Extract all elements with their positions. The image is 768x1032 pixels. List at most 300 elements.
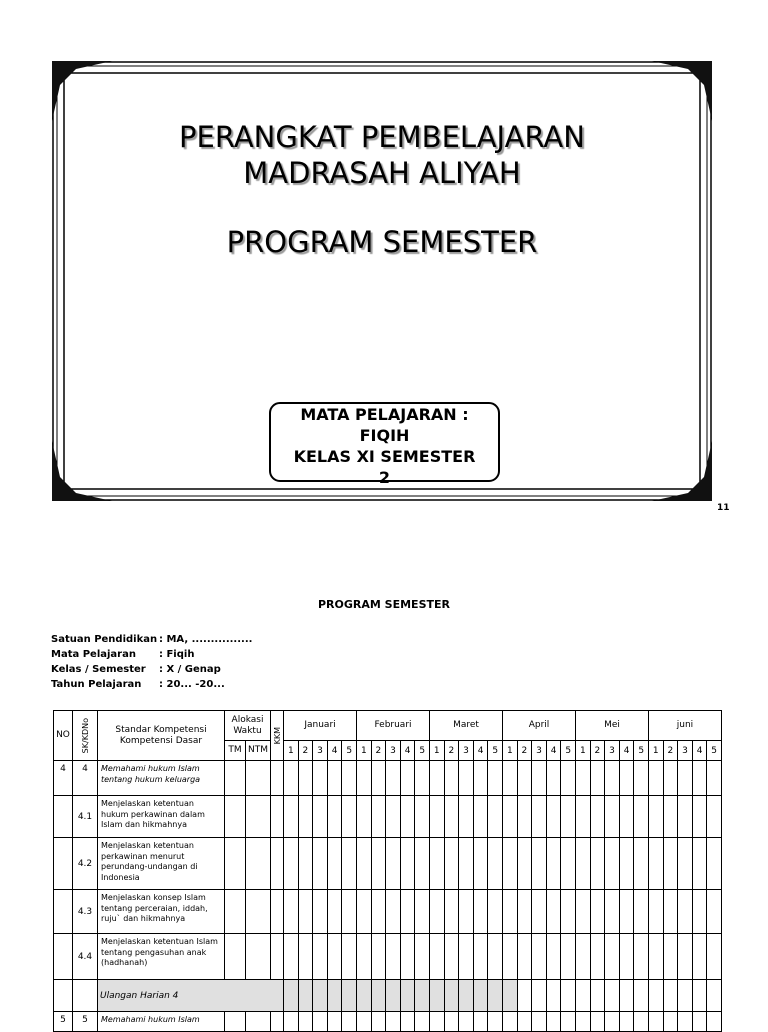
week-cell <box>430 980 445 1012</box>
week-cell <box>473 934 488 980</box>
week-cell <box>619 980 634 1012</box>
week-header: 3 <box>313 741 328 761</box>
week-cell <box>342 890 357 934</box>
week-cell <box>605 838 620 890</box>
week-cell <box>284 761 299 796</box>
week-cell <box>400 796 415 838</box>
week-cell <box>415 838 430 890</box>
week-cell <box>473 838 488 890</box>
week-cell <box>488 796 503 838</box>
row-no <box>54 838 73 890</box>
week-cell <box>430 934 445 980</box>
week-cell <box>663 1012 678 1032</box>
week-cell <box>663 761 678 796</box>
row-ulangan-label: Ulangan Harian 4 <box>98 980 284 1012</box>
row-no: 4 <box>54 761 73 796</box>
header-kkm-text: KKM <box>272 726 282 745</box>
week-cell <box>576 838 591 890</box>
week-cell <box>415 890 430 934</box>
week-cell <box>444 980 459 1012</box>
table-row <box>54 980 722 1012</box>
week-cell <box>649 934 664 980</box>
week-cell <box>678 890 693 934</box>
week-cell <box>634 980 649 1012</box>
week-cell <box>561 890 576 934</box>
week-cell <box>371 1012 386 1032</box>
week-header: 1 <box>649 741 664 761</box>
week-cell <box>459 1012 474 1032</box>
header-sk-kd-no-text: SK/KDNo <box>80 717 90 754</box>
week-cell <box>707 838 722 890</box>
week-cell <box>298 796 313 838</box>
week-cell <box>619 934 634 980</box>
week-cell <box>313 838 328 890</box>
week-header: 2 <box>444 741 459 761</box>
week-cell <box>371 761 386 796</box>
week-cell <box>678 761 693 796</box>
week-cell <box>619 838 634 890</box>
week-cell <box>503 796 518 838</box>
week-cell <box>327 838 342 890</box>
subject-line3: KELAS XI SEMESTER <box>293 447 476 466</box>
week-cell <box>386 980 401 1012</box>
week-cell <box>313 1012 328 1032</box>
week-cell <box>619 890 634 934</box>
meta-value: : X / Genap <box>159 664 221 675</box>
week-cell <box>459 934 474 980</box>
meta-label: Kelas / Semester <box>51 664 146 675</box>
week-cell <box>503 934 518 980</box>
week-cell <box>663 796 678 838</box>
week-cell <box>313 934 328 980</box>
week-cell <box>488 838 503 890</box>
week-cell <box>459 838 474 890</box>
week-cell <box>678 838 693 890</box>
week-cell <box>284 1012 299 1032</box>
header-alokasi: Alokasi Waktu <box>225 711 271 741</box>
week-header: 5 <box>707 741 722 761</box>
week-cell <box>546 934 561 980</box>
week-cell <box>590 980 605 1012</box>
week-cell <box>707 796 722 838</box>
week-cell <box>371 838 386 890</box>
meta-row <box>51 677 252 692</box>
tm-cell <box>225 1012 246 1032</box>
week-header: 3 <box>386 741 401 761</box>
week-cell <box>649 761 664 796</box>
week-cell <box>459 761 474 796</box>
week-cell <box>473 890 488 934</box>
week-cell <box>430 796 445 838</box>
row-kd-no: 4.3 <box>73 890 98 934</box>
table-row <box>54 838 722 890</box>
week-cell <box>532 796 547 838</box>
week-cell <box>517 796 532 838</box>
table-row <box>54 796 722 838</box>
week-cell <box>342 1012 357 1032</box>
week-header: 3 <box>532 741 547 761</box>
week-cell <box>692 934 707 980</box>
month-header: juni <box>649 711 722 741</box>
week-cell <box>473 1012 488 1032</box>
week-cell <box>371 890 386 934</box>
month-header: Mei <box>576 711 649 741</box>
week-cell <box>357 1012 372 1032</box>
week-cell <box>678 1012 693 1032</box>
week-cell <box>327 761 342 796</box>
week-cell <box>576 890 591 934</box>
row-competency-text: Menjelaskan konsep Islam tentang perceraian, iddah, ruju` dan hikmahnya <box>98 890 225 934</box>
week-cell <box>371 980 386 1012</box>
week-cell <box>649 838 664 890</box>
month-header: April <box>503 711 576 741</box>
week-cell <box>488 1012 503 1032</box>
month-header: Januari <box>284 711 357 741</box>
week-cell <box>546 1012 561 1032</box>
month-header: Februari <box>357 711 430 741</box>
week-header: 3 <box>678 741 693 761</box>
week-cell <box>634 934 649 980</box>
week-cell <box>488 934 503 980</box>
week-cell <box>546 890 561 934</box>
week-header: 1 <box>284 741 299 761</box>
row-kd-no: 4 <box>73 761 98 796</box>
week-header: 2 <box>298 741 313 761</box>
week-header: 5 <box>342 741 357 761</box>
week-cell <box>473 796 488 838</box>
header-kkm <box>271 711 284 761</box>
row-no <box>54 796 73 838</box>
week-cell <box>400 761 415 796</box>
week-cell <box>663 838 678 890</box>
week-cell <box>473 980 488 1012</box>
week-cell <box>546 980 561 1012</box>
week-cell <box>386 934 401 980</box>
week-cell <box>415 761 430 796</box>
week-cell <box>576 796 591 838</box>
header-tm: TM <box>225 741 246 761</box>
row-no: 5 <box>54 1012 73 1032</box>
week-cell <box>415 934 430 980</box>
week-cell <box>357 980 372 1012</box>
week-cell <box>386 796 401 838</box>
week-cell <box>576 934 591 980</box>
tm-cell <box>225 890 246 934</box>
week-header: 5 <box>488 741 503 761</box>
week-cell <box>444 761 459 796</box>
header-no: NO <box>54 711 73 761</box>
week-cell <box>444 890 459 934</box>
week-cell <box>561 796 576 838</box>
row-kd-no: 4.1 <box>73 796 98 838</box>
week-cell <box>546 838 561 890</box>
week-cell <box>444 1012 459 1032</box>
ntm-cell <box>246 838 271 890</box>
week-cell <box>634 838 649 890</box>
week-cell <box>298 838 313 890</box>
week-cell <box>430 1012 445 1032</box>
week-cell <box>313 761 328 796</box>
week-cell <box>619 761 634 796</box>
week-cell <box>400 890 415 934</box>
week-cell <box>342 934 357 980</box>
week-cell <box>444 796 459 838</box>
row-competency-text: Menjelaskan ketentuan hukum perkawinan dalam Islam dan hikmahnya <box>98 796 225 838</box>
week-header: 2 <box>517 741 532 761</box>
week-header: 5 <box>415 741 430 761</box>
week-header: 3 <box>459 741 474 761</box>
week-cell <box>517 761 532 796</box>
week-cell <box>590 838 605 890</box>
week-header: 4 <box>400 741 415 761</box>
header-sk-kd-no <box>73 711 98 761</box>
week-cell <box>605 796 620 838</box>
week-cell <box>707 934 722 980</box>
week-cell <box>561 838 576 890</box>
week-cell <box>634 761 649 796</box>
cover-title-line1: PERANGKAT PEMBELAJARAN <box>179 120 585 154</box>
ntm-cell <box>246 1012 271 1032</box>
week-cell <box>473 761 488 796</box>
week-cell <box>678 796 693 838</box>
week-cell <box>561 934 576 980</box>
week-cell <box>707 1012 722 1032</box>
meta-value: : Fiqih <box>159 649 195 660</box>
week-header: 1 <box>503 741 518 761</box>
week-cell <box>605 934 620 980</box>
week-cell <box>342 761 357 796</box>
week-cell <box>415 1012 430 1032</box>
week-cell <box>634 890 649 934</box>
week-cell <box>371 934 386 980</box>
kkm-cell <box>271 761 284 796</box>
cover-title-line3: PROGRAM SEMESTER <box>226 225 538 259</box>
table-row <box>54 934 722 980</box>
week-cell <box>503 838 518 890</box>
week-cell <box>386 761 401 796</box>
program-table <box>53 710 722 1032</box>
week-cell <box>576 1012 591 1032</box>
week-cell <box>649 980 664 1012</box>
week-cell <box>298 980 313 1012</box>
week-header: 4 <box>546 741 561 761</box>
week-header: 1 <box>576 741 591 761</box>
kkm-cell <box>271 796 284 838</box>
week-cell <box>459 890 474 934</box>
week-cell <box>327 934 342 980</box>
week-cell <box>488 761 503 796</box>
week-cell <box>313 796 328 838</box>
kkm-cell <box>284 980 299 1012</box>
week-cell <box>692 1012 707 1032</box>
week-cell <box>678 934 693 980</box>
week-cell <box>561 761 576 796</box>
week-cell <box>386 890 401 934</box>
week-header: 2 <box>371 741 386 761</box>
meta-value: : MA, ................ <box>159 634 253 645</box>
week-cell <box>357 838 372 890</box>
ntm-cell <box>246 761 271 796</box>
tm-cell <box>225 796 246 838</box>
week-cell <box>444 934 459 980</box>
week-header: 1 <box>357 741 372 761</box>
week-cell <box>284 796 299 838</box>
header-standar: Standar Kompetensi Kompetensi Dasar <box>98 711 225 761</box>
week-cell <box>517 1012 532 1032</box>
week-cell <box>503 980 518 1012</box>
week-cell <box>532 934 547 980</box>
week-cell <box>605 1012 620 1032</box>
week-cell <box>488 980 503 1012</box>
row-competency-text: Menjelaskan ketentuan perkawinan menurut perundang-undangan di Indonesia <box>98 838 225 890</box>
week-header: 2 <box>663 741 678 761</box>
row-kd-no: 4.4 <box>73 934 98 980</box>
week-cell <box>386 1012 401 1032</box>
week-cell <box>371 796 386 838</box>
week-cell <box>707 761 722 796</box>
week-cell <box>313 980 328 1012</box>
week-cell <box>532 761 547 796</box>
week-cell <box>386 838 401 890</box>
meta-row <box>51 647 252 662</box>
week-cell <box>532 890 547 934</box>
kkm-cell <box>271 890 284 934</box>
row-no <box>54 980 73 1012</box>
week-cell <box>342 838 357 890</box>
meta-value: : 20... -20... <box>159 679 225 690</box>
ntm-cell <box>246 890 271 934</box>
week-cell <box>430 761 445 796</box>
meta-row <box>51 632 252 647</box>
week-cell <box>590 761 605 796</box>
table-row <box>54 761 722 796</box>
header-ntm: NTM <box>246 741 271 761</box>
page-number: 11 <box>717 503 730 513</box>
week-cell <box>619 796 634 838</box>
week-header: 4 <box>327 741 342 761</box>
week-header: 1 <box>430 741 445 761</box>
week-cell <box>590 1012 605 1032</box>
meta-row <box>51 662 252 677</box>
week-cell <box>298 1012 313 1032</box>
week-cell <box>357 761 372 796</box>
meta-block <box>51 632 252 692</box>
row-competency-text: Memahami hukum Islam tentang hukum keluarga <box>98 761 225 796</box>
week-cell <box>546 796 561 838</box>
week-cell <box>576 761 591 796</box>
week-cell <box>357 934 372 980</box>
week-cell <box>532 980 547 1012</box>
week-cell <box>605 761 620 796</box>
week-cell <box>327 980 342 1012</box>
row-competency-text: Memahami hukum Islam <box>98 1012 225 1032</box>
week-cell <box>634 796 649 838</box>
week-cell <box>313 890 328 934</box>
week-cell <box>692 796 707 838</box>
week-cell <box>342 980 357 1012</box>
subject-line1: MATA PELAJARAN : <box>300 405 469 424</box>
week-cell <box>561 980 576 1012</box>
week-cell <box>430 890 445 934</box>
week-cell <box>561 1012 576 1032</box>
meta-label: Mata Pelajaran <box>51 649 136 660</box>
week-cell <box>298 761 313 796</box>
week-cell <box>284 890 299 934</box>
week-cell <box>605 890 620 934</box>
week-cell <box>400 838 415 890</box>
week-cell <box>532 838 547 890</box>
meta-label: Tahun Pelajaran <box>51 679 142 690</box>
week-cell <box>517 890 532 934</box>
week-cell <box>430 838 445 890</box>
row-kd-no: 4.2 <box>73 838 98 890</box>
week-cell <box>692 980 707 1012</box>
cover-title-line2: MADRASAH ALIYAH <box>243 156 521 190</box>
week-cell <box>517 980 532 1012</box>
week-cell <box>503 890 518 934</box>
week-cell <box>649 1012 664 1032</box>
week-cell <box>400 1012 415 1032</box>
program-title: PROGRAM SEMESTER <box>318 598 450 611</box>
week-cell <box>357 890 372 934</box>
week-header: 4 <box>692 741 707 761</box>
meta-label: Satuan Pendidikan <box>51 634 158 645</box>
week-cell <box>663 890 678 934</box>
week-cell <box>503 761 518 796</box>
week-cell <box>459 796 474 838</box>
week-cell <box>576 980 591 1012</box>
week-cell <box>707 980 722 1012</box>
week-cell <box>590 890 605 934</box>
week-cell <box>459 980 474 1012</box>
week-cell <box>284 934 299 980</box>
week-cell <box>327 796 342 838</box>
subject-line4: 2 <box>378 468 391 487</box>
week-cell <box>649 796 664 838</box>
subject-box <box>269 402 500 487</box>
tm-cell <box>225 838 246 890</box>
week-cell <box>415 796 430 838</box>
kkm-cell <box>271 1012 284 1032</box>
week-cell <box>634 1012 649 1032</box>
week-cell <box>517 838 532 890</box>
row-no <box>54 934 73 980</box>
week-cell <box>605 980 620 1012</box>
ntm-cell <box>246 934 271 980</box>
week-cell <box>619 1012 634 1032</box>
week-cell <box>517 934 532 980</box>
week-cell <box>298 890 313 934</box>
week-header: 4 <box>473 741 488 761</box>
table-row <box>54 1012 722 1032</box>
month-header: Maret <box>430 711 503 741</box>
week-cell <box>590 934 605 980</box>
week-header: 5 <box>561 741 576 761</box>
tm-cell <box>225 761 246 796</box>
week-cell <box>444 838 459 890</box>
week-cell <box>284 838 299 890</box>
week-cell <box>327 1012 342 1032</box>
week-cell <box>415 980 430 1012</box>
week-cell <box>298 934 313 980</box>
week-cell <box>357 796 372 838</box>
table-row <box>54 890 722 934</box>
week-cell <box>692 761 707 796</box>
kkm-cell <box>271 838 284 890</box>
week-cell <box>342 796 357 838</box>
row-no <box>54 890 73 934</box>
week-cell <box>532 1012 547 1032</box>
